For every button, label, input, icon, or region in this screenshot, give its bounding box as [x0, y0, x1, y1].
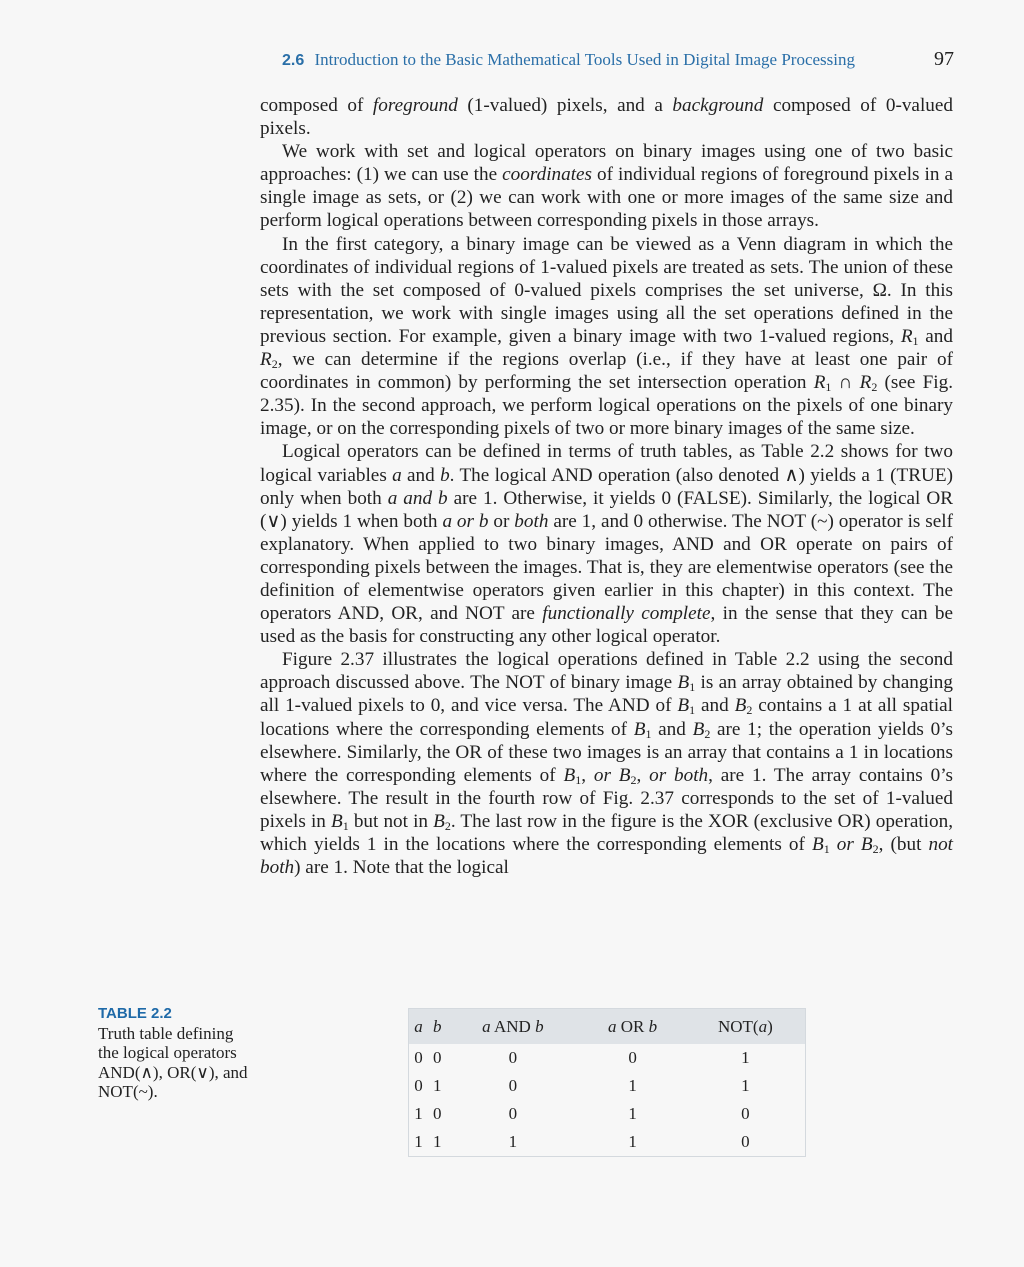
table-cell: 0 [508, 1104, 518, 1123]
table-cell: 1 [508, 1132, 518, 1151]
table-caption-text: Truth table defining the logical operators AND(∧), OR(∨), and NOT(~). [98, 1023, 248, 1101]
table-row [409, 1128, 806, 1157]
table-cell: 0 [741, 1104, 750, 1123]
table-cell: 0 [628, 1048, 637, 1067]
table-cell: 1 [414, 1104, 423, 1123]
table-cell: 1 [628, 1132, 637, 1151]
paragraph: Figure 2.37 illustrates the logical operations defined in Table 2.2 using the second approach discussed above. The NOT of binary image $B_1$ is an array obtained by changing all 1-valued pixels to 0, and vice versa. The AND of $B_1$ and $B_2$ contains a 1 at all spatial locations where the corresponding elements of $B_1$ and $B_2$ are 1; the operation yields 0’s elsewhere. Similarly, the OR of these two images is an array that contains a 1 in locations where the corresponding elements of $B_1$, or $B_2$, or both, are 1. The array contains 0’s elsewhere. The result in the fourth row of Fig. 2.37 corresponds to the set of 1-valued pixels in $B_1$ but not in $B_2$. The last row in the figure is the XOR (exclusive OR) operation, which yields 1 in the locations where the corresponding elements of $B_1$ or $B_2$, (but not both) are 1. Note that the logical [260, 649, 954, 879]
table-label: TABLE 2.2 [98, 1005, 172, 1022]
header-and: a AND b [446, 1009, 579, 1045]
table-cell: 0 [432, 1048, 442, 1067]
header-b: b [428, 1009, 446, 1045]
section-title: Introduction to the Basic Mathematical Tools Used in Digital Image Processing [314, 50, 855, 69]
table-cell: 1 [414, 1132, 423, 1151]
header-a: a [409, 1009, 428, 1045]
table-row [409, 1044, 806, 1072]
running-header [282, 50, 954, 70]
table-cell: 1 [432, 1132, 442, 1151]
section-number: 2.6 [282, 52, 305, 69]
header-or: a OR b [579, 1009, 685, 1045]
table-cell: 1 [628, 1104, 637, 1123]
paragraph: Logical operators can be defined in terms of truth tables, as Table 2.2 shows for two logical variables a and b. The logical AND operation (also denoted ∧) yields a 1 (TRUE) only when both a and b are 1. Otherwise, it yields 0 (FALSE). Similarly, the logical OR (∨) yields 1 when both a or b or both are 1, and 0 otherwise. The NOT (~) operator is self explanatory. When applied to two binary images, AND and OR operate on pairs of corresponding pixels between the images. That is, they are elementwise operators (see the definition of elementwise operators given earlier in this chapter) in this context. The operators AND, OR, and NOT are functionally complete, in the sense that they can be used as the basis for constructing any other logical operator. [260, 441, 953, 648]
table-cell: 1 [741, 1076, 750, 1095]
table-cell: 1 [432, 1076, 442, 1095]
table-cell: 0 [508, 1076, 518, 1095]
table-header-row [409, 1009, 806, 1045]
paragraph: In the first category, a binary image can be viewed as a Venn diagram in which the coordinates of individual regions of 1-valued pixels are treated as sets. The union of these sets with the set composed of 0-valued pixels comprises the set universe, Ω. In this representation, we work with single images using all the set operations defined in the previous section. For example, given a binary image with two 1-valued regions, $R_1$ and $R_2$, we can determine if the regions overlap (i.e., if they have at least one pair of coordinates in common) by performing the set intersection operation $R_1$ ∩ $R_2$ (see Fig. 2.35). In the second approach, we perform logical operations on the pixels of one binary image, or on the corresponding pixels of two or more binary images of the same size. [260, 233, 953, 440]
table-cell: 0 [432, 1104, 442, 1123]
paragraph: We work with set and logical operators on binary images using one of two basic approaches: (1) we can use the coordinates of individual regions of foreground pixels in a single image as sets, or (2) we can work with one or more images of the same size and perform logical operations between corresponding pixels in those arrays. [260, 141, 953, 232]
header-not: NOT(a) [686, 1009, 806, 1045]
truth-table [408, 1008, 806, 1157]
table-cell: 0 [414, 1076, 423, 1095]
table-cell: 0 [508, 1048, 518, 1067]
page-number: 97 [934, 48, 954, 70]
table-row [409, 1072, 806, 1100]
table-cell: 1 [741, 1048, 750, 1067]
table-caption [98, 1004, 248, 1102]
paragraph: composed of foreground (1-valued) pixels, and a background composed of 0-valued pixels. [260, 95, 953, 140]
table-cell: 0 [741, 1132, 750, 1151]
body-text [260, 94, 953, 879]
table-cell: 1 [628, 1076, 637, 1095]
table-cell: 0 [414, 1048, 423, 1067]
table-row [409, 1100, 806, 1128]
